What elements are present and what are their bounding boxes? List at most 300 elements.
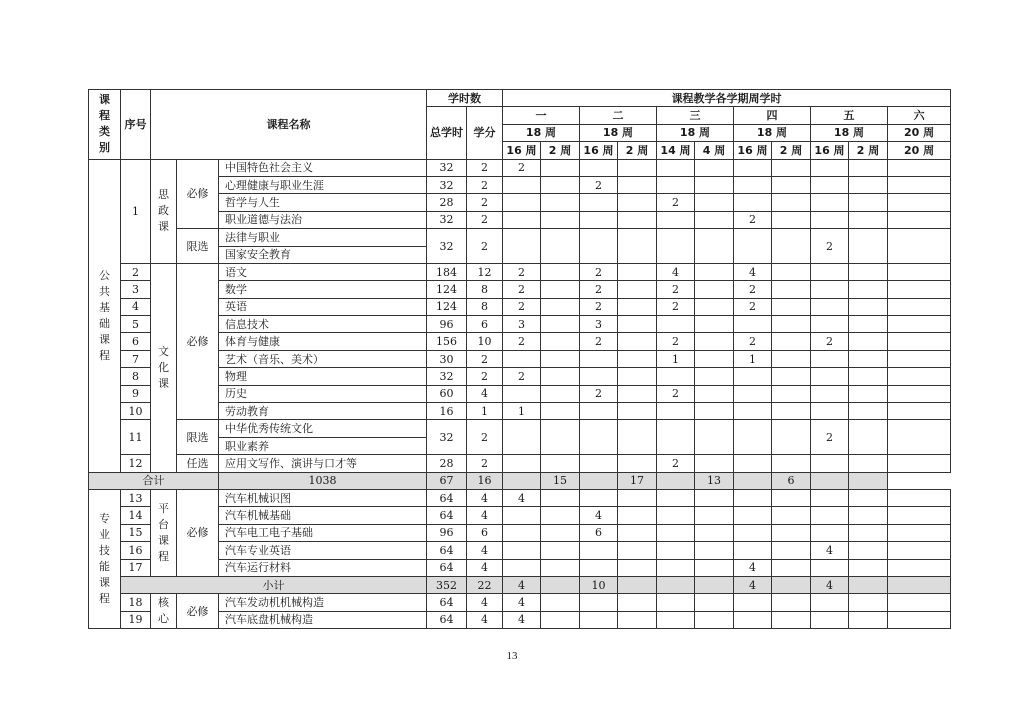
weeks-header: 20 周 bbox=[888, 124, 951, 141]
week-hours-cell bbox=[849, 594, 888, 611]
week-hours-cell bbox=[849, 176, 888, 193]
seq-cell: 14 bbox=[121, 507, 151, 524]
vertical-char: 思 bbox=[158, 188, 169, 202]
week-hours-cell bbox=[734, 489, 772, 506]
week-hours-cell: 2 bbox=[734, 298, 772, 315]
week-hours-cell bbox=[772, 350, 811, 367]
week-hours-cell bbox=[657, 176, 695, 193]
semester-header: 六 bbox=[888, 107, 951, 124]
week-hours-cell bbox=[811, 194, 849, 211]
seq-cell: 8 bbox=[121, 368, 151, 385]
week-hours-cell bbox=[811, 368, 849, 385]
category-header bbox=[89, 90, 121, 160]
week-hours-cell: 6 bbox=[772, 472, 811, 489]
platform-label bbox=[151, 489, 177, 576]
week-hours-cell: 2 bbox=[657, 333, 695, 350]
week-hours-cell bbox=[772, 281, 811, 298]
week-hours-cell bbox=[580, 194, 618, 211]
credit: 1 bbox=[467, 403, 503, 420]
week-hours-cell: 6 bbox=[580, 524, 618, 541]
total-label: 合计 bbox=[89, 472, 219, 489]
week-hours-cell bbox=[888, 576, 951, 593]
vertical-char: 化 bbox=[158, 360, 169, 374]
week-hours-cell bbox=[657, 559, 695, 576]
week-hours-cell: 2 bbox=[657, 281, 695, 298]
week-hours-cell bbox=[695, 281, 734, 298]
week-hours-cell bbox=[734, 316, 772, 333]
credit: 2 bbox=[467, 229, 503, 264]
total-hours: 64 bbox=[427, 594, 467, 611]
week-hours-cell bbox=[811, 455, 849, 472]
total-hours: 28 bbox=[427, 194, 467, 211]
seq-cell: 18 bbox=[121, 594, 151, 611]
week-hours-cell bbox=[541, 420, 580, 455]
semester-group-header: 课程教学各学期周学时 bbox=[503, 90, 951, 107]
week-hours-cell bbox=[734, 194, 772, 211]
semester-header: 五 bbox=[811, 107, 888, 124]
week-hours-cell bbox=[695, 333, 734, 350]
week-hours-cell: 2 bbox=[503, 298, 541, 315]
total-hours: 64 bbox=[427, 611, 467, 628]
week-hours-cell bbox=[541, 576, 580, 593]
week-hours-cell bbox=[695, 350, 734, 367]
week-hours-cell bbox=[849, 194, 888, 211]
total-hours: 124 bbox=[427, 298, 467, 315]
total-hours: 32 bbox=[427, 229, 467, 264]
week-hours-cell bbox=[772, 194, 811, 211]
week-hours-cell bbox=[849, 507, 888, 524]
week-hours-cell bbox=[811, 385, 849, 402]
total-hours: 32 bbox=[427, 368, 467, 385]
semester-header: 四 bbox=[734, 107, 811, 124]
week-hours-cell: 2 bbox=[503, 333, 541, 350]
course-name: 物理 bbox=[219, 368, 427, 385]
week-hours-cell bbox=[888, 229, 951, 264]
total-hours: 156 bbox=[427, 333, 467, 350]
week-hours-cell: 2 bbox=[580, 385, 618, 402]
week-hours-cell: 4 bbox=[734, 559, 772, 576]
week-hours-cell bbox=[541, 368, 580, 385]
credit: 4 bbox=[467, 507, 503, 524]
week-hours-cell bbox=[772, 559, 811, 576]
week-hours-cell bbox=[772, 263, 811, 280]
week-hours-cell bbox=[849, 524, 888, 541]
seq-cell: 10 bbox=[121, 403, 151, 420]
week-hours-cell bbox=[772, 176, 811, 193]
credit: 12 bbox=[467, 263, 503, 280]
total-hours: 28 bbox=[427, 455, 467, 472]
week-hours-cell bbox=[541, 403, 580, 420]
week-hours-cell bbox=[618, 350, 657, 367]
total-hours: 32 bbox=[427, 159, 467, 176]
vertical-char: 基 bbox=[99, 300, 110, 314]
week-hours-cell: 2 bbox=[503, 281, 541, 298]
total-hours: 60 bbox=[427, 385, 467, 402]
curriculum-table bbox=[88, 89, 951, 629]
week-hours-cell bbox=[849, 211, 888, 228]
week-hours-cell bbox=[849, 542, 888, 559]
total-hours: 352 bbox=[427, 576, 467, 593]
week-hours-cell bbox=[657, 403, 695, 420]
week-hours-cell bbox=[503, 472, 541, 489]
seq-cell: 6 bbox=[121, 333, 151, 350]
week-hours-cell: 2 bbox=[657, 194, 695, 211]
week-hours-cell bbox=[888, 194, 951, 211]
week-hours-cell bbox=[503, 507, 541, 524]
table-row bbox=[89, 455, 951, 472]
week-hours-cell bbox=[695, 368, 734, 385]
week-hours-cell bbox=[849, 420, 888, 455]
vertical-char: 课 bbox=[158, 376, 169, 390]
table-row bbox=[89, 159, 951, 176]
week-hours-cell bbox=[618, 229, 657, 264]
vertical-char: 共 bbox=[99, 284, 110, 298]
course-name: 汽车机械识图 bbox=[219, 489, 427, 506]
week-hours-cell bbox=[657, 211, 695, 228]
seq-cell: 5 bbox=[121, 316, 151, 333]
week-hours-cell bbox=[849, 350, 888, 367]
week-hours-cell bbox=[580, 211, 618, 228]
week-hours-cell bbox=[772, 403, 811, 420]
table-row bbox=[89, 524, 951, 541]
week-hours-cell bbox=[580, 229, 618, 264]
week-hours-cell bbox=[811, 298, 849, 315]
week-hours-cell bbox=[657, 507, 695, 524]
week-hours-cell bbox=[580, 542, 618, 559]
week-hours-cell bbox=[618, 263, 657, 280]
week-hours-cell bbox=[849, 611, 888, 628]
week-hours-cell bbox=[618, 194, 657, 211]
week-hours-cell bbox=[541, 263, 580, 280]
week-hours-cell: 4 bbox=[811, 576, 849, 593]
week-hours-cell bbox=[888, 594, 951, 611]
week-hours-cell bbox=[541, 316, 580, 333]
week-hours-cell bbox=[695, 594, 734, 611]
week-hours-cell bbox=[849, 368, 888, 385]
seq-cell: 13 bbox=[121, 489, 151, 506]
vertical-char: 文 bbox=[158, 344, 169, 358]
subweeks-header: 16 周 bbox=[580, 142, 618, 159]
week-hours-cell: 2 bbox=[580, 176, 618, 193]
required-label: 必修 bbox=[177, 594, 219, 629]
credit: 22 bbox=[467, 576, 503, 593]
week-hours-cell bbox=[580, 489, 618, 506]
week-hours-cell bbox=[580, 368, 618, 385]
week-hours-cell bbox=[541, 594, 580, 611]
week-hours-cell bbox=[503, 420, 541, 455]
week-hours-cell bbox=[849, 385, 888, 402]
week-hours-cell bbox=[541, 229, 580, 264]
week-hours-cell bbox=[734, 507, 772, 524]
table-row bbox=[89, 229, 951, 246]
week-hours-cell: 2 bbox=[657, 298, 695, 315]
week-hours-cell bbox=[772, 211, 811, 228]
seq-cell: 7 bbox=[121, 350, 151, 367]
weeks-header: 18 周 bbox=[734, 124, 811, 141]
subweeks-header: 2 周 bbox=[541, 142, 580, 159]
week-hours-cell bbox=[618, 524, 657, 541]
week-hours-cell: 4 bbox=[503, 489, 541, 506]
seq-cell: 2 bbox=[121, 263, 151, 280]
week-hours-cell bbox=[772, 489, 811, 506]
course-name: 汽车底盘机械构造 bbox=[219, 611, 427, 628]
week-hours-cell bbox=[734, 611, 772, 628]
week-hours-cell bbox=[695, 194, 734, 211]
week-hours-cell bbox=[618, 403, 657, 420]
week-hours-cell bbox=[618, 489, 657, 506]
subweeks-header: 16 周 bbox=[734, 142, 772, 159]
week-hours-cell bbox=[618, 333, 657, 350]
seq-cell: 19 bbox=[121, 611, 151, 628]
week-hours-cell bbox=[541, 559, 580, 576]
table-row bbox=[89, 211, 951, 228]
week-hours-cell bbox=[541, 159, 580, 176]
week-hours-cell bbox=[811, 159, 849, 176]
table-row bbox=[89, 489, 951, 506]
vertical-char: 础 bbox=[99, 316, 110, 330]
week-hours-cell bbox=[811, 594, 849, 611]
seq-header: 序号 bbox=[121, 90, 151, 160]
week-hours-cell: 1 bbox=[503, 403, 541, 420]
week-hours-cell: 2 bbox=[811, 420, 849, 455]
seq-cell: 3 bbox=[121, 281, 151, 298]
week-hours-cell bbox=[618, 211, 657, 228]
weeks-header: 18 周 bbox=[503, 124, 580, 141]
week-hours-cell bbox=[734, 455, 772, 472]
week-hours-cell: 10 bbox=[580, 576, 618, 593]
week-hours-cell bbox=[888, 281, 951, 298]
table-row bbox=[89, 559, 951, 576]
week-hours-cell bbox=[849, 229, 888, 264]
week-hours-cell: 4 bbox=[503, 611, 541, 628]
week-hours-cell bbox=[618, 316, 657, 333]
week-hours-cell: 17 bbox=[618, 472, 657, 489]
week-hours-cell bbox=[811, 524, 849, 541]
week-hours-cell: 13 bbox=[695, 472, 734, 489]
limited-elective-label: 限选 bbox=[177, 229, 219, 264]
week-hours-cell bbox=[888, 559, 951, 576]
week-hours-cell bbox=[503, 194, 541, 211]
week-hours-cell bbox=[695, 524, 734, 541]
course-name: 职业道德与法治 bbox=[219, 211, 427, 228]
subtotal-label: 小计 bbox=[121, 576, 427, 593]
week-hours-cell bbox=[695, 159, 734, 176]
semester-header: 三 bbox=[657, 107, 734, 124]
vertical-char: 课 bbox=[158, 220, 169, 234]
week-hours-cell: 2 bbox=[580, 298, 618, 315]
week-hours-cell: 15 bbox=[541, 472, 580, 489]
credit: 6 bbox=[467, 316, 503, 333]
week-hours-cell bbox=[618, 385, 657, 402]
week-hours-cell bbox=[734, 594, 772, 611]
semester-header: 二 bbox=[580, 107, 657, 124]
weeks-header: 18 周 bbox=[657, 124, 734, 141]
table-row bbox=[89, 594, 951, 611]
vertical-char: 心 bbox=[158, 612, 169, 626]
week-hours-cell bbox=[734, 420, 772, 455]
week-hours-cell bbox=[849, 559, 888, 576]
week-hours-cell bbox=[580, 403, 618, 420]
week-hours-cell bbox=[811, 263, 849, 280]
total-hours: 1038 bbox=[219, 472, 427, 489]
week-hours-cell bbox=[503, 542, 541, 559]
week-hours-cell bbox=[541, 507, 580, 524]
table-row bbox=[89, 194, 951, 211]
vertical-char: 课 bbox=[99, 576, 110, 590]
table-row bbox=[89, 176, 951, 193]
week-hours-cell bbox=[657, 594, 695, 611]
week-hours-cell bbox=[695, 420, 734, 455]
week-hours-cell bbox=[541, 489, 580, 506]
week-hours-cell bbox=[695, 489, 734, 506]
hours-group-header: 学时数 bbox=[427, 90, 503, 107]
table-row bbox=[89, 298, 951, 315]
vertical-char: 专 bbox=[99, 512, 110, 526]
week-hours-cell bbox=[580, 594, 618, 611]
week-hours-cell bbox=[734, 472, 772, 489]
credit: 10 bbox=[467, 333, 503, 350]
week-hours-cell bbox=[888, 368, 951, 385]
week-hours-cell bbox=[618, 159, 657, 176]
credit: 2 bbox=[467, 159, 503, 176]
subweeks-header: 16 周 bbox=[811, 142, 849, 159]
week-hours-cell: 16 bbox=[467, 472, 503, 489]
week-hours-cell: 4 bbox=[734, 576, 772, 593]
table-row bbox=[89, 542, 951, 559]
week-hours-cell bbox=[888, 159, 951, 176]
course-name: 应用文写作、演讲与口才等 bbox=[219, 455, 427, 472]
week-hours-cell bbox=[888, 611, 951, 628]
vertical-char: 课 bbox=[99, 93, 110, 107]
week-hours-cell bbox=[734, 229, 772, 264]
total-hours: 64 bbox=[427, 542, 467, 559]
vertical-char: 程 bbox=[99, 592, 110, 606]
week-hours-cell bbox=[580, 611, 618, 628]
seq-cell: 12 bbox=[121, 455, 151, 472]
credit: 8 bbox=[467, 281, 503, 298]
week-hours-cell: 4 bbox=[580, 507, 618, 524]
week-hours-cell bbox=[734, 368, 772, 385]
week-hours-cell bbox=[580, 559, 618, 576]
course-name: 汽车机械基础 bbox=[219, 507, 427, 524]
week-hours-cell bbox=[503, 176, 541, 193]
week-hours-cell bbox=[618, 611, 657, 628]
total-hours: 96 bbox=[427, 316, 467, 333]
week-hours-cell bbox=[888, 489, 951, 506]
week-hours-cell bbox=[811, 507, 849, 524]
table-row bbox=[89, 403, 951, 420]
week-hours-cell bbox=[580, 455, 618, 472]
seq-cell: 16 bbox=[121, 542, 151, 559]
week-hours-cell bbox=[695, 576, 734, 593]
week-hours-cell bbox=[811, 350, 849, 367]
table-row bbox=[89, 333, 951, 350]
week-hours-cell bbox=[503, 211, 541, 228]
credit: 4 bbox=[467, 489, 503, 506]
course-name: 艺术（音乐、美术） bbox=[219, 350, 427, 367]
core-label bbox=[151, 594, 177, 629]
course-name: 心理健康与职业生涯 bbox=[219, 176, 427, 193]
vertical-char: 能 bbox=[99, 560, 110, 574]
course-name: 中华优秀传统文化 bbox=[219, 420, 427, 437]
week-hours-cell bbox=[657, 420, 695, 455]
week-hours-cell bbox=[888, 263, 951, 280]
week-hours-cell bbox=[503, 350, 541, 367]
week-hours-cell bbox=[580, 420, 618, 455]
week-hours-cell bbox=[772, 611, 811, 628]
week-hours-cell bbox=[657, 524, 695, 541]
week-hours-cell bbox=[888, 542, 951, 559]
week-hours-cell bbox=[618, 559, 657, 576]
week-hours-cell bbox=[503, 524, 541, 541]
week-hours-cell bbox=[772, 368, 811, 385]
week-hours-cell bbox=[618, 298, 657, 315]
credit: 6 bbox=[467, 524, 503, 541]
vertical-char: 政 bbox=[158, 204, 169, 218]
week-hours-cell bbox=[734, 542, 772, 559]
total-hours: 184 bbox=[427, 263, 467, 280]
week-hours-cell bbox=[618, 281, 657, 298]
week-hours-cell bbox=[541, 455, 580, 472]
week-hours-cell bbox=[541, 176, 580, 193]
week-hours-cell: 2 bbox=[580, 333, 618, 350]
week-hours-cell bbox=[811, 316, 849, 333]
seq-cell: 4 bbox=[121, 298, 151, 315]
vertical-char: 程 bbox=[99, 348, 110, 362]
subweeks-header: 2 周 bbox=[849, 142, 888, 159]
week-hours-cell bbox=[541, 542, 580, 559]
required-label: 必修 bbox=[177, 263, 219, 420]
week-hours-cell: 2 bbox=[734, 333, 772, 350]
week-hours-cell bbox=[772, 229, 811, 264]
total-hours: 64 bbox=[427, 489, 467, 506]
week-hours-cell bbox=[772, 385, 811, 402]
week-hours-cell bbox=[811, 211, 849, 228]
vertical-char: 类 bbox=[99, 125, 110, 139]
credit: 4 bbox=[467, 542, 503, 559]
credit: 4 bbox=[467, 594, 503, 611]
table-row bbox=[89, 507, 951, 524]
week-hours-cell bbox=[849, 403, 888, 420]
vertical-char: 别 bbox=[99, 141, 110, 155]
week-hours-cell: 2 bbox=[657, 455, 695, 472]
vertical-char: 业 bbox=[99, 528, 110, 542]
wenhua-label bbox=[151, 263, 177, 472]
week-hours-cell bbox=[888, 420, 951, 455]
week-hours-cell bbox=[849, 281, 888, 298]
week-hours-cell bbox=[580, 350, 618, 367]
public-basic-category bbox=[89, 159, 121, 472]
subweeks-header: 2 周 bbox=[618, 142, 657, 159]
week-hours-cell: 2 bbox=[811, 333, 849, 350]
week-hours-cell bbox=[695, 455, 734, 472]
weeks-header: 18 周 bbox=[811, 124, 888, 141]
week-hours-cell bbox=[503, 455, 541, 472]
table-row bbox=[89, 420, 951, 437]
week-hours-cell: 2 bbox=[657, 385, 695, 402]
week-hours-cell: 2 bbox=[503, 368, 541, 385]
table-row bbox=[89, 263, 951, 280]
professional-category bbox=[89, 489, 121, 628]
week-hours-cell bbox=[541, 194, 580, 211]
week-hours-cell bbox=[695, 403, 734, 420]
table-row bbox=[89, 611, 951, 628]
week-hours-cell bbox=[541, 298, 580, 315]
week-hours-cell bbox=[772, 159, 811, 176]
credit-header: 学分 bbox=[467, 107, 503, 159]
week-hours-cell bbox=[618, 176, 657, 193]
credit: 2 bbox=[467, 455, 503, 472]
